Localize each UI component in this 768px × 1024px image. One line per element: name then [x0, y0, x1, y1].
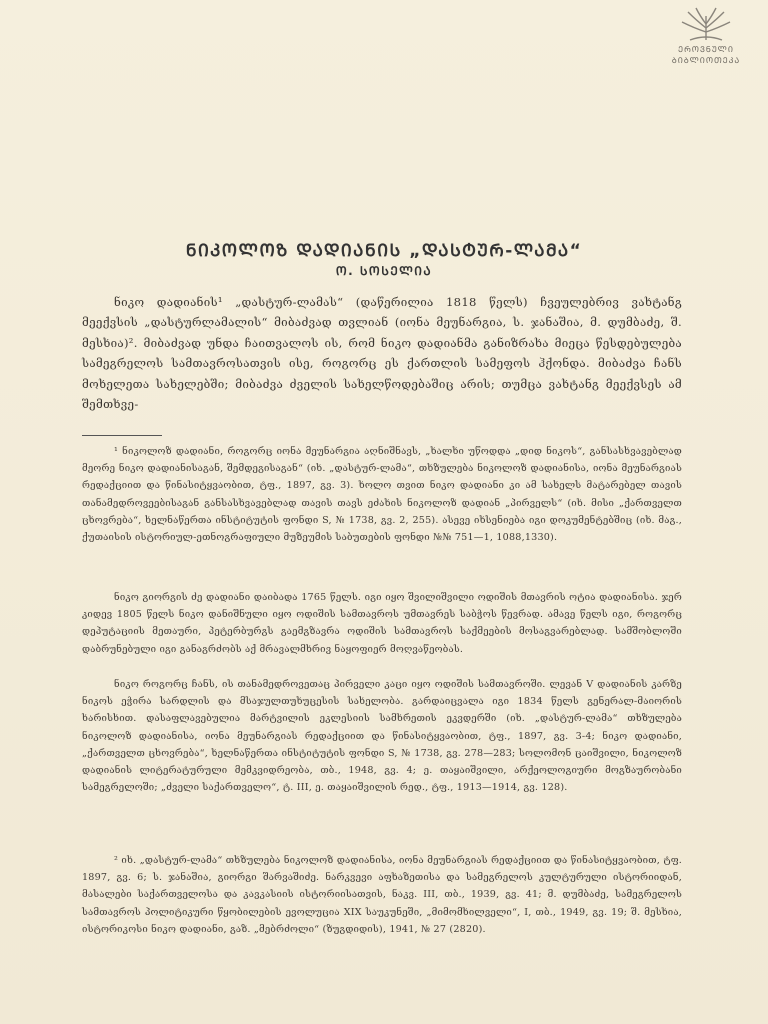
- footnote-2: [82, 852, 682, 938]
- footnote-1-paragraph-a: ¹ ნიკოლოზ დადიანი, როგორც იონა მეუნარგია აღნიშნავს, „ხალხი უწოდდა „დიდ ნიკოს“, განსასხვავებლად მეორე ნიკო დადიანისაგან, შემდეგისაგან“ (იხ. „დასტურ-ლამა“, თხზულება ნიკოლოზ დადიანისა, იონა მეუნარგიას რედაქციით და წინასიტყვაობით, ტფ., 1897, გვ. 3). ხოლო თვით ნიკო დადიანი კი ამ სახელს მატარებელ თავის თანამედროვეებისაგან განსასხვავებლად თავის თავს ეძახის ნიკოლოზ დადიან „პირველს“ (იხ. მისი „ქართველთ ცხოვრება“, ხელნაწერთა ინსტიტუტის ფონდი S, № 1738, გვ. 2, 255). ასევე იხსენიება იგი დოკუმენტებშიც (იხ. მაგ., ქუთაისის ისტორიულ-ეთნოგრაფიული მუზეუმის საბუთების ფონდი №№ 751—1, 1088,1330).: [82, 446, 682, 544]
- footnote-1: [82, 443, 682, 546]
- library-logo: [666, 6, 746, 66]
- logo-line-2: ᲑᲘᲑᲚᲘᲝᲗᲔᲙᲐ: [671, 56, 741, 65]
- article-body: [82, 292, 682, 414]
- footnote-separator: [82, 435, 162, 436]
- footnote-1-paragraph-c: ნიკო როგორც ჩანს, ის თანამედროვეთაც პირველი კაცი იყო ოდიშის სამთავროში. ლევან V დადიანის კარზე ნიკოს ეჭირა სარდლის და მსაჯულთუხუცესის სახელობა. გარდაიცვალა იგი 1834 წელს გენერალ-მაიორის ხარისხით. დასაფლავებულია მარტვილის ეკლესიის სამხრეთის ეკვდერში (იხ. „დასტურ-ლამა“ თხზულება ნიკოლოზ დადიანისა, იონა მეუნარგიას რედაქციით და წინასიტყვაობით, ტფ., 1897, გვ. 3-4; ნიკო დადიანი, „ქართველთ ცხოვრება“, ხელნაწერთა ინსტიტუტის ფონდი S, № 1738, გვ. 278—283; სოლომონ ცაიშვილი, ნიკოლოზ დადიანის ლიტერატურული მემკვიდრეობა, თბ., 1948, გვ. 4; ე. თაყაიშვილი, არქეოლოგიური მოგზაურობანი სამეგრელოში; „ძველი საქართველო“, ტ. III, ე. თაყაიშვილის რედ., ტფ., 1913—1914, გვ. 128).: [82, 679, 682, 794]
- logo-line-1: ᲔᲠᲝᲕᲜᲣᲚᲘ: [678, 45, 734, 54]
- book-tree-icon: [676, 6, 736, 44]
- article-title: ᲜᲘᲙᲝᲚᲝᲖ ᲓᲐᲓᲘᲐᲜᲘᲡ „ᲓᲐᲡᲢᲣᲠ-ᲚᲐᲛᲐ“: [185, 241, 583, 261]
- footnote-1-paragraph-b: ნიკო გიორგის ძე დადიანი დაიბადა 1765 წელს. იგი იყო შვილიშვილი ოდიშის მთავრის ოტია დადიანისა. ჯერ კიდევ 1805 წელს ნიკო დანიშნული იყო ოდიშის სამთავროს უმთავრეს საბჭოს წევრად. ამავე წელს იგი, როგორც დეპუტაციის მეთაური, პეტერბურგს გაემგზავრა ოდიშის სამთავროს საქმეების მოსაგვარებლად. სამშობლოში დაბრუნებული იგი განაგრძობს აქ მრავალმხრივ ნაყოფიერ მოღვაწეობას.: [82, 592, 682, 655]
- article-author: Ო. ᲡᲝᲡᲔᲚᲘᲐ: [335, 264, 433, 278]
- footnote-1-continued: [82, 589, 682, 658]
- body-paragraph: ნიკო დადიანის¹ „დასტურ-ლამას“ (დაწერილია 1818 წელს) ჩვეულებრივ ვახტანგ მეექვსის „დასტურლამალის“ მიბაძვად თვლიან (იონა მეუნარგია, ს. ჯანაშია, მ. დუმბაძე, შ. მესხია)². მიბაძვად უნდა ჩაითვალოს ის, რომ ნიკო დადიანმა განიზრახა მიეცა წესდებულება სამეგრელოს სამთავროსათვის ისე, როგორც ეს ქართლის სამეფოს ჰქონდა. მიბაძვა ჩანს მოხელეთა სახელებში; მიბაძვა ძველის სახელწოდებაშიც არის; თუმცა ვახტანგ მეექვსეს ამ შემთხვე-: [82, 295, 682, 412]
- footnote-1-continued-2: [82, 676, 682, 796]
- footnote-2-paragraph: ² იხ. „დასტურ-ლამა“ თხზულება ნიკოლოზ დადიანისა, იონა მეუნარგიას რედაქციით და წინასიტყვაობით, ტფ. 1897, გვ. 6; ს. ჯანაშია, გიორგი შარვაშიძე. ნარკვევი აფხაზეთისა და სამეგრელოს კულტურული ისტორიიდან, მასალები საქართველოსა და კავკასიის ისტორიისათვის, ნაკვ. III, თბ., 1939, გვ. 41; მ. დუმბაძე, სამეგრელოს სამთავროს პოლიტიკური წყობილების ევოლუცია XIX საუკუნეში, „მიმომხილველი“, I, თბ., 1949, გვ. 19; შ. მესხია, ისტორიკოსი ნიკო დადიანი, გაზ. „მებრძოლი“ (ზუგდიდის), 1941, № 27 (2820).: [82, 855, 682, 935]
